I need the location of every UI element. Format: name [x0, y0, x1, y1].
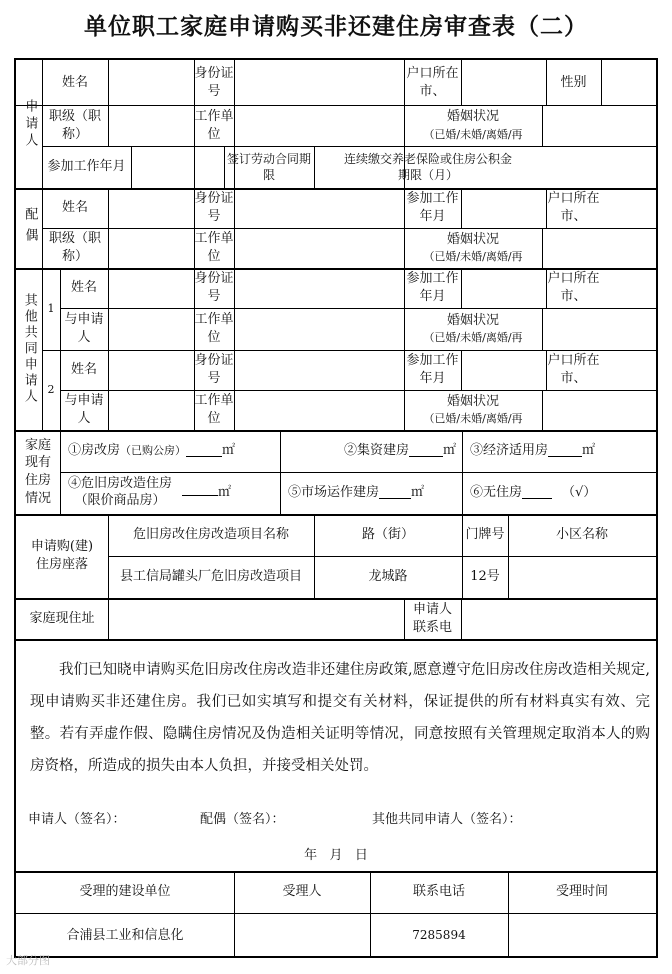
co2-relation-label: 与申请人: [64, 393, 104, 426]
spouse-marital-label: 婚姻状况 （已婚/未婚/离婚/再: [423, 231, 523, 264]
co-applicant-2-number: 2: [47, 382, 55, 396]
applicant-hukou-label: 户口所在市、: [406, 65, 459, 99]
applicant-marital-value[interactable]: [542, 105, 656, 146]
co1-marital-label: 婚姻状况 （已婚/未婚/离婚/再: [423, 312, 523, 345]
applicant-work-unit-label: 工作单位: [194, 108, 234, 142]
contact-phone-header: 联系电话: [412, 884, 465, 900]
co1-work-start-label: 参加工作年月: [406, 271, 459, 304]
co2-work-unit-label: 工作单位: [194, 393, 234, 426]
co2-relation-value[interactable]: [108, 390, 194, 430]
co2-name-label: 姓名: [70, 362, 97, 378]
applicant-job-grade-value[interactable]: [108, 105, 194, 146]
pension-value[interactable]: [542, 146, 656, 188]
applicant-contact-value[interactable]: [461, 598, 656, 639]
co1-hukou-label: 户口所在市、: [547, 271, 600, 304]
co2-work-start-value[interactable]: [461, 350, 546, 390]
applicant-signature-label: 申请人（签名）：: [28, 812, 126, 828]
spouse-name-value[interactable]: [108, 188, 194, 228]
spouse-id-label: 身份证号: [194, 191, 234, 224]
co1-id-value[interactable]: [234, 268, 404, 308]
declaration-text: 我们已知晓申请购买危旧房改住房改造非还建住房政策,愿意遵守危旧房改住房改造相关规定,现申请购买非还建住房。我们已如实填写和提交有关材料，保证提供的所有材料真实有效、完整。若有弄虚作假、隐瞒住房情况及伪造相关证明等情况，同意按照有关管理规定取消本人的购房资格，所造成的损失由本人负担，并接受相关处罚。: [30, 662, 650, 774]
applicant-work-start-label: 参加工作年月: [47, 159, 126, 175]
housing-option-5[interactable]: ⑤市场运作建房 ㎡: [288, 485, 425, 501]
current-address-label: 家庭现住址: [29, 610, 95, 626]
housing-option-1[interactable]: ①房改房 （已购公房） ㎡: [68, 443, 236, 459]
co1-name-label: 姓名: [70, 280, 97, 296]
watermark: 大部分图: [6, 954, 50, 967]
applicant-contact-label: 申请人联系电: [412, 601, 452, 635]
spouse-signature-label: 配偶（签名）：: [200, 812, 285, 828]
housing-option-4[interactable]: ④危旧房改造住房 （限价商品房） ㎡: [68, 476, 232, 508]
co2-marital-label: 婚姻状况 （已婚/未婚/离婚/再: [423, 393, 523, 426]
door-number-value[interactable]: 12号: [470, 569, 500, 585]
applicant-section-label: 申请人: [22, 98, 38, 150]
co2-work-start-label: 参加工作年月: [406, 353, 459, 386]
signature-date: 年 月 日: [304, 848, 368, 864]
applicant-work-start-value[interactable]: [131, 146, 224, 188]
spouse-job-grade-value[interactable]: [108, 228, 194, 268]
applicant-gender-value[interactable]: [601, 60, 656, 105]
spouse-work-start-label: 参加工作年月: [406, 191, 459, 224]
applicant-id-value[interactable]: [234, 60, 404, 105]
road-value[interactable]: 龙城路: [368, 569, 408, 585]
application-form: [14, 58, 658, 958]
spouse-work-unit-label: 工作单位: [194, 231, 234, 264]
applicant-marital-label: 婚姻状况 （已婚/未婚/离婚/再: [423, 109, 523, 141]
spouse-marital-value[interactable]: [542, 228, 656, 268]
housing-status-label: 家庭现有住房情况: [24, 437, 51, 506]
applicant-name-label: 姓名: [61, 74, 88, 90]
housing-option-3[interactable]: ③经济适用房 ㎡: [470, 443, 596, 459]
spouse-section-label: 配偶: [22, 207, 38, 249]
co1-name-value[interactable]: [108, 268, 194, 308]
co2-id-label: 身份证号: [194, 353, 234, 386]
co-applicant-1-number: 1: [47, 301, 55, 315]
acceptance-unit-value[interactable]: 合浦县工业和信息化: [66, 927, 184, 943]
co2-work-unit-value[interactable]: [234, 390, 404, 430]
community-name-header: 小区名称: [555, 527, 608, 543]
co2-name-value[interactable]: [108, 350, 194, 390]
form-title: 单位职工家庭申请购买非还建住房审查表（二）: [84, 14, 588, 40]
housing-option-6[interactable]: ⑥无住房 （√）: [470, 485, 597, 501]
project-name-value[interactable]: 县工信局罐头厂危旧房改造项目: [119, 569, 302, 585]
applicant-name-value[interactable]: [108, 60, 194, 105]
co1-work-unit-value[interactable]: [234, 308, 404, 350]
current-address-value[interactable]: [108, 598, 404, 639]
community-name-value[interactable]: [508, 556, 656, 598]
applicant-work-unit-value[interactable]: [234, 105, 404, 146]
road-header: 路（街）: [361, 527, 414, 543]
co-applicant-signature-label: 其他共同申请人（签名）：: [372, 812, 522, 828]
applicant-gender-label: 性别: [560, 74, 587, 90]
acceptance-time-header: 受理时间: [555, 884, 608, 900]
spouse-name-label: 姓名: [61, 200, 88, 216]
pension-label: 连续缴交养老保险或住房公积金期限（月）: [344, 151, 513, 182]
spouse-hukou-label: 户口所在市、: [547, 191, 600, 224]
co1-relation-label: 与申请人: [64, 312, 104, 345]
labor-contract-label: 签订劳动合同期限: [226, 151, 311, 182]
co2-marital-value[interactable]: [542, 390, 656, 430]
co1-relation-value[interactable]: [108, 308, 194, 350]
spouse-id-value[interactable]: [234, 188, 404, 228]
project-name-header: 危旧房改住房改造项目名称: [132, 527, 289, 543]
spouse-work-unit-value[interactable]: [234, 228, 404, 268]
spouse-job-grade-label: 职级（职称）: [48, 231, 101, 264]
co-applicant-section-label: 其他共同申请人: [21, 293, 37, 405]
checkmark: （√）: [562, 485, 597, 501]
co2-hukou-label: 户口所在市、: [547, 353, 600, 386]
spouse-work-start-value[interactable]: [461, 188, 546, 228]
co1-id-label: 身份证号: [194, 271, 234, 304]
acceptor-value[interactable]: [234, 913, 370, 958]
applicant-id-label: 身份证号: [194, 65, 234, 99]
housing-option-2[interactable]: ②集资建房 ㎡: [343, 443, 456, 459]
co1-work-unit-label: 工作单位: [194, 312, 234, 345]
co1-marital-value[interactable]: [542, 308, 656, 350]
co1-work-start-value[interactable]: [461, 268, 546, 308]
co2-id-value[interactable]: [234, 350, 404, 390]
location-label: 申请购(建)住房座落: [30, 539, 94, 572]
applicant-hukou-value[interactable]: [461, 60, 546, 105]
applicant-job-grade-label: 职级（职称）: [48, 108, 101, 142]
contact-phone-value[interactable]: 7285894: [412, 928, 466, 943]
acceptance-unit-header: 受理的建设单位: [79, 884, 171, 900]
acceptance-time-value[interactable]: [508, 913, 656, 958]
door-number-header: 门牌号: [465, 527, 505, 543]
acceptor-header: 受理人: [282, 884, 322, 900]
